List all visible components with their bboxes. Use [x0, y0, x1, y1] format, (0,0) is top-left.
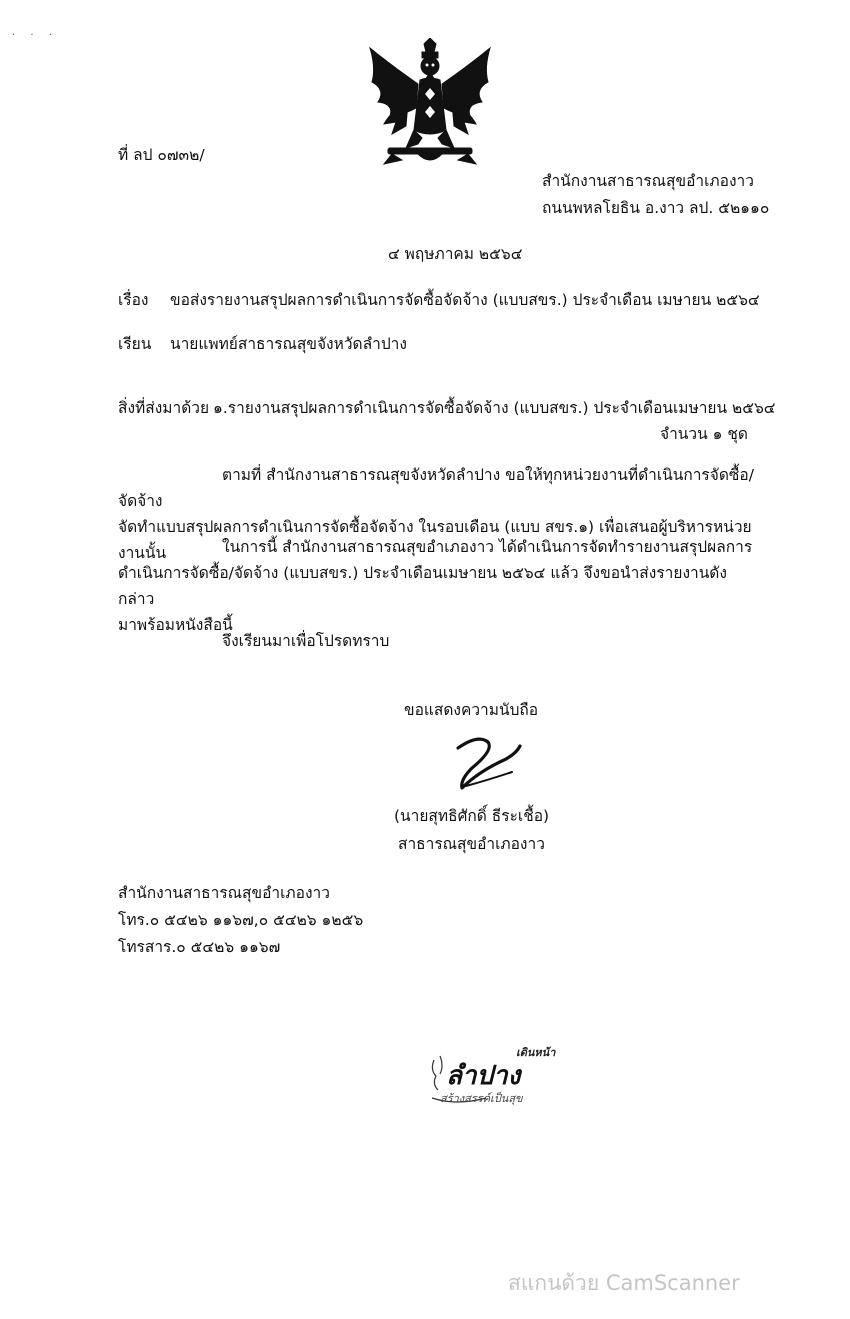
handwritten-signature	[438, 732, 524, 794]
enclosure-quantity: จำนวน ๑ ชุด	[660, 425, 748, 443]
footer-phone: โทร.๐ ๕๔๒๖ ๑๑๖๗,๐ ๕๔๒๖ ๑๒๕๖	[118, 911, 364, 929]
subject-text: ขอส่งรายงานสรุปผลการดำเนินการจัดซื้อจัดจ้าง (แบบสขร.) ประจำเดือน เมษายน ๒๕๖๔	[170, 291, 760, 309]
signer-name: (นายสุทธิศักดิ์ ธีระเชื้อ)	[394, 807, 550, 825]
paragraph-1-line-1: ตามที่ สำนักงานสาธารณสุขจังหวัดลำปาง ขอให้ทุกหน่วยงานที่ดำเนินการจัดซื้อ/จัดจ้าง	[118, 466, 754, 510]
sender-address: ถนนพหลโยธิน อ.งาว ลป. ๕๒๑๑๐	[542, 199, 770, 217]
lampang-campaign-logo	[426, 1040, 556, 1110]
document-number: ที่ ลป ๐๗๓๒/	[118, 146, 205, 164]
paragraph-2-line-2: ดำเนินการจัดซื้อ/จัดจ้าง (แบบสขร.) ประจำเดือนเมษายน ๒๕๖๔ แล้ว จึงขอนำส่งรายงานดังกล่าว	[118, 564, 727, 608]
subject-label: เรื่อง	[118, 291, 149, 309]
enclosure-label: สิ่งที่ส่งมาด้วย	[118, 399, 210, 417]
recipient-text: นายแพทย์สาธารณสุขจังหวัดลำปาง	[170, 335, 407, 353]
enclosure-item: ๑.รายงานสรุปผลการดำเนินการจัดซื้อจัดจ้าง (แบบสขร.) ประจำเดือนเมษายน ๒๕๖๔	[213, 399, 776, 417]
scan-speck: · · ·	[12, 30, 58, 41]
svg-text:เดินหน้า: เดินหน้า	[516, 1046, 556, 1059]
closing-line: จึงเรียนมาเพื่อโปรดทราบ	[222, 632, 390, 650]
svg-text:ลำปาง: ลำปาง	[446, 1061, 521, 1091]
sender-office: สำนักงานสาธารณสุขอำเภองาว	[542, 172, 754, 190]
body-paragraph-2	[118, 534, 758, 638]
paragraph-2-line-1: ในการนี้ สำนักงานสาธารณสุขอำเภองาว ได้ดำเนินการจัดทำรายงานสรุปผลการ	[222, 538, 753, 556]
footer-office: สำนักงานสาธารณสุขอำเภองาว	[118, 884, 330, 902]
svg-text:สร้างสรรค์เป็นสุข: สร้างสรรค์เป็นสุข	[440, 1092, 523, 1105]
signer-position: สาธารณสุขอำเภองาว	[398, 835, 545, 853]
recipient-label: เรียน	[118, 335, 152, 353]
document-date: ๔ พฤษภาคม ๒๕๖๔	[388, 245, 523, 263]
camscanner-watermark: สแกนด้วย CamScanner	[508, 1271, 740, 1295]
garuda-emblem-icon	[362, 38, 498, 168]
paragraph-2-line-3: มาพร้อมหนังสือนี้	[118, 616, 233, 634]
paragraph-1-line-2: จัดทำแบบสรุปผลการดำเนินการจัดซื้อจัดจ้าง ในรอบเดือน (แบบ สขร.๑) เพื่อเสนอผู้บริหารหน่วยงานนั้น	[118, 518, 752, 562]
regards-line: ขอแสดงความนับถือ	[404, 701, 539, 719]
footer-fax: โทรสาร.๐ ๕๔๒๖ ๑๑๖๗	[118, 938, 281, 956]
